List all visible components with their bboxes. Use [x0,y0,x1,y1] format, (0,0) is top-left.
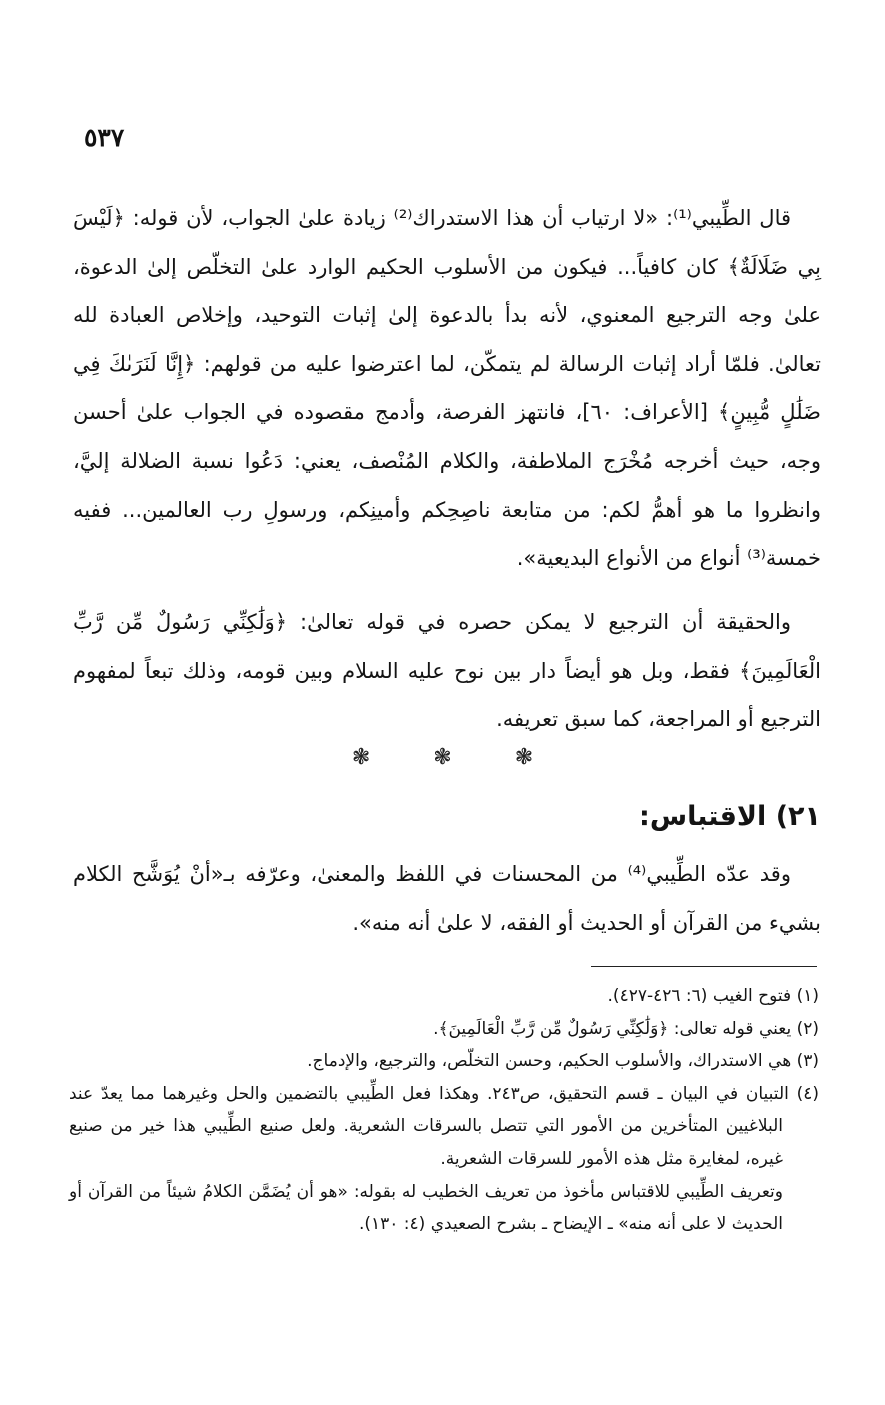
footnote-1: (١) فتوح الغيب (٦: ٤٢٦-٤٢٧). [607,986,819,1006]
footnote-3: (٣) هي الاستدراك، والأسلوب الحكيم، وحسن التخلّص، والترجيع، والإدماج. [307,1051,819,1072]
footnote-2: (٢) يعني قوله تعالى: ﴿وَلَٰكِنِّي رَسُولٌ مِّن رَّبِّ الْعَالَمِينَ﴾. [433,1018,819,1039]
paragraph-text: وقد عدّه الطِّيبي⁽⁴⁾ من المحسنات في اللفظ والمعنىٰ، وعرّفه بـ«أنْ يُوَشَّح الكلام بشيء من القرآن أو الحديث أو الفقه، لا علىٰ أنه منه». [73,862,821,935]
body-paragraph-iqtibas [73,850,821,947]
section-separator [0,738,885,778]
footnotes [69,980,819,1241]
footnote-divider [591,966,817,967]
asterisk-ornament-icon: ❃ [433,745,452,770]
footnote-4-continued: وتعريف الطِّيبي للاقتباس مأخوذ من تعريف الخطيب له بقوله: «هو أن يُضَمَّن الكلامُ شيئاً من القرآن أو الحديث لا على أنه منه» ـ الإيضاح ـ بشرح الصعيدي (٤: ١٣٠). [69,1181,783,1235]
asterisk-ornament-icon: ❃ [514,745,534,770]
section-heading: ٢١) الاقتباس: [639,801,821,832]
asterisk-ornament-icon: ❃ [351,745,371,770]
body-paragraph-tarji [73,598,821,744]
paragraph-text: والحقيقة أن الترجيع لا يمكن حصره في قوله تعالىٰ: ﴿وَلَٰكِنِّي رَسُولٌ مِّن رَّبِّ الْعَالَمِينَ﴾ فقط، وبل هو أيضاً دار بين نوح عليه السلام وبين قومه، وذلك تبعاً لمفهوم الترجيع أو المراجعة، كما سبق تعريفه. [73,610,821,732]
page-number: ٥٣٧ [84,123,125,152]
paragraph-text: قال الطِّيبي⁽¹⁾: «لا ارتياب أن هذا الاستدراك⁽²⁾ زيادة علىٰ الجواب، لأن قوله: ﴿لَيْسَ بِي ضَلَالَةٌ﴾ كان كافياً... فيكون من الأسلوب الحكيم الوارد علىٰ التخلّص إلىٰ الدعوة، علىٰ وجه الترجيع المعنوي، لأنه بدأ بالدعوة إلىٰ إثبات التوحيد، وإخلاص العبادة لله تعالىٰ. فلمّا أراد إثبات الرسالة لم يتمكّن، لما اعترضوا عليه من قولهم: ﴿إِنَّا لَنَرَىٰكَ فِي ضَلَٰلٍ مُّبِينٍ﴾ [الأعراف: ٦٠]، فانتهز الفرصة، وأدمج مقصوده في الجواب علىٰ أحسن وجه، حيث أخرجه مُخْرَج الملاطفة، والكلام المُنْصف، يعني: دَعُوا نسبة الضلالة إليَّ، وانظروا ما هو أهمُّ لكم: من متابعة ناصِحِكم وأمينِكم، ورسولِ رب العالمين... ففيه خمسة⁽³⁾ أنواع من الأنواع البديعية». [73,206,821,571]
body-paragraph-tibi-quote [73,194,821,583]
footnote-4: (٤) التبيان في البيان ـ قسم التحقيق، ص٢٤٣. وهكذا فعل الطِّيبي بالتضمين والحل وغيرهما مما يعدّ عند البلاغيين المتأخرين من الأمور التي تتصل بالسرقات الشعرية. ولعل صنيع الطِّيبي هذا خير من صنيع غيره، لمغايرة مثل هذه الأمور للسرقات الشعرية. [69,1083,819,1169]
